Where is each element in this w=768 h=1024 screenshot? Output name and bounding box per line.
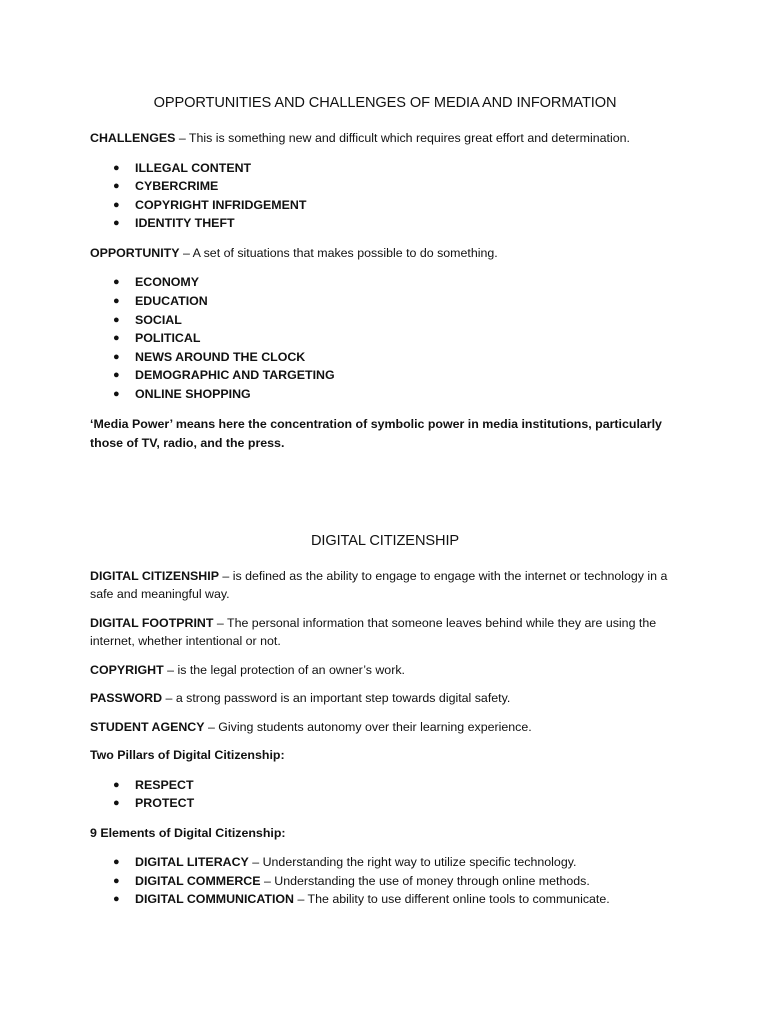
definition-term: PASSWORD	[90, 691, 163, 706]
definition-password	[90, 689, 680, 708]
list-item	[90, 348, 680, 367]
element-text: – Understanding the use of money through online methods.	[260, 873, 590, 888]
elements-list	[90, 853, 680, 909]
list-item-label: DEMOGRAPHIC AND TARGETING	[135, 368, 335, 383]
challenges-text: – This is something new and difficult which requires great effort and determination.	[175, 131, 630, 145]
list-item	[90, 292, 680, 311]
list-item-label: COPYRIGHT INFRIDGEMENT	[135, 197, 307, 212]
bullet-dot-icon: ●	[113, 797, 120, 810]
bullet-dot-icon: ●	[113, 856, 120, 869]
list-item-label: CYBERCRIME	[135, 179, 219, 194]
bullet-dot-icon: ●	[113, 874, 120, 887]
list-item	[90, 311, 680, 330]
definition-text: – is the legal protection of an owner’s work.	[163, 662, 405, 677]
element-term: DIGITAL LITERACY	[135, 855, 249, 870]
bullet-dot-icon: ●	[113, 350, 120, 363]
bullet-dot-icon: ●	[113, 276, 120, 289]
pillars-list	[90, 776, 680, 813]
element-term: DIGITAL COMMERCE	[135, 873, 261, 888]
definition-text: – a strong password is an important step towards digital safety.	[162, 691, 511, 706]
list-item	[90, 890, 680, 909]
bullet-dot-icon: ●	[113, 313, 120, 326]
list-item-label: ONLINE SHOPPING	[135, 386, 251, 401]
bullet-dot-icon: ●	[113, 387, 120, 400]
list-item-label: ILLEGAL CONTENT	[135, 160, 252, 175]
bullet-dot-icon: ●	[113, 180, 120, 193]
opportunity-list	[90, 273, 680, 403]
definition-text: – The personal information that someone leaves behind while they are using the internet, whether intentional or not.	[90, 615, 657, 649]
definition-text: – Giving students autonomy over their learning experience.	[204, 719, 532, 734]
definition-digital-citizenship	[90, 567, 680, 604]
list-item	[90, 794, 680, 813]
list-item	[90, 214, 680, 233]
list-item	[90, 385, 680, 404]
list-item-label: PROTECT	[135, 796, 195, 811]
definition-digital-footprint	[90, 614, 680, 651]
list-item-label: POLITICAL	[135, 331, 201, 346]
bullet-dot-icon: ●	[113, 161, 120, 174]
list-item	[90, 853, 680, 872]
list-item	[90, 329, 680, 348]
media-power-statement: ‘Media Power’ means here the concentration of symbolic power in media institutions, particularly those of TV, radio, and the press.	[90, 416, 662, 450]
element-text: – Understanding the right way to utilize specific technology.	[248, 855, 577, 870]
bullet-dot-icon: ●	[113, 217, 120, 230]
bullet-dot-icon: ●	[113, 332, 120, 345]
section-title-digital-citizenship: DIGITAL CITIZENSHIP	[310, 532, 460, 549]
element-text: – The ability to use different online tools to communicate.	[294, 892, 610, 907]
list-item-label: EDUCATION	[135, 293, 208, 308]
opportunity-definition	[90, 244, 680, 263]
bullet-dot-icon: ●	[113, 778, 120, 791]
opportunity-term: OPPORTUNITY	[90, 245, 180, 260]
definition-student-agency	[90, 718, 680, 737]
definition-term: COPYRIGHT	[90, 662, 164, 677]
challenges-term: CHALLENGES	[90, 131, 176, 145]
opportunity-text: – A set of situations that makes possible to do something.	[179, 245, 498, 260]
list-item	[90, 159, 680, 178]
section-title-opportunities-challenges: OPPORTUNITIES AND CHALLENGES OF MEDIA AND INFORMATION	[153, 95, 617, 111]
definition-text: – is defined as the ability to engage to engage with the internet or technology in a safe and meaningful way.	[90, 568, 668, 602]
bullet-dot-icon: ●	[113, 369, 120, 382]
element-term: DIGITAL COMMUNICATION	[135, 892, 294, 907]
definition-term: STUDENT AGENCY	[90, 719, 205, 734]
challenges-list	[90, 159, 680, 233]
list-item	[90, 177, 680, 196]
list-item-label: ECONOMY	[135, 275, 200, 290]
bullet-dot-icon: ●	[113, 893, 120, 906]
list-item-label: IDENTITY THEFT	[135, 216, 235, 231]
definition-term: DIGITAL FOOTPRINT	[90, 615, 214, 630]
definition-term: DIGITAL CITIZENSHIP	[90, 568, 219, 583]
pillars-heading: Two Pillars of Digital Citizenship:	[90, 748, 285, 763]
list-item	[90, 366, 680, 385]
list-item-label: SOCIAL	[135, 312, 182, 327]
list-item-label: NEWS AROUND THE CLOCK	[135, 349, 306, 364]
challenges-definition	[90, 129, 680, 148]
list-item-label: RESPECT	[135, 777, 194, 792]
list-item	[90, 776, 680, 795]
definition-copyright	[90, 661, 680, 680]
elements-heading: 9 Elements of Digital Citizenship:	[90, 825, 286, 840]
bullet-dot-icon: ●	[113, 198, 120, 211]
list-item	[90, 872, 680, 891]
bullet-dot-icon: ●	[113, 294, 120, 307]
list-item	[90, 196, 680, 215]
list-item	[90, 273, 680, 292]
